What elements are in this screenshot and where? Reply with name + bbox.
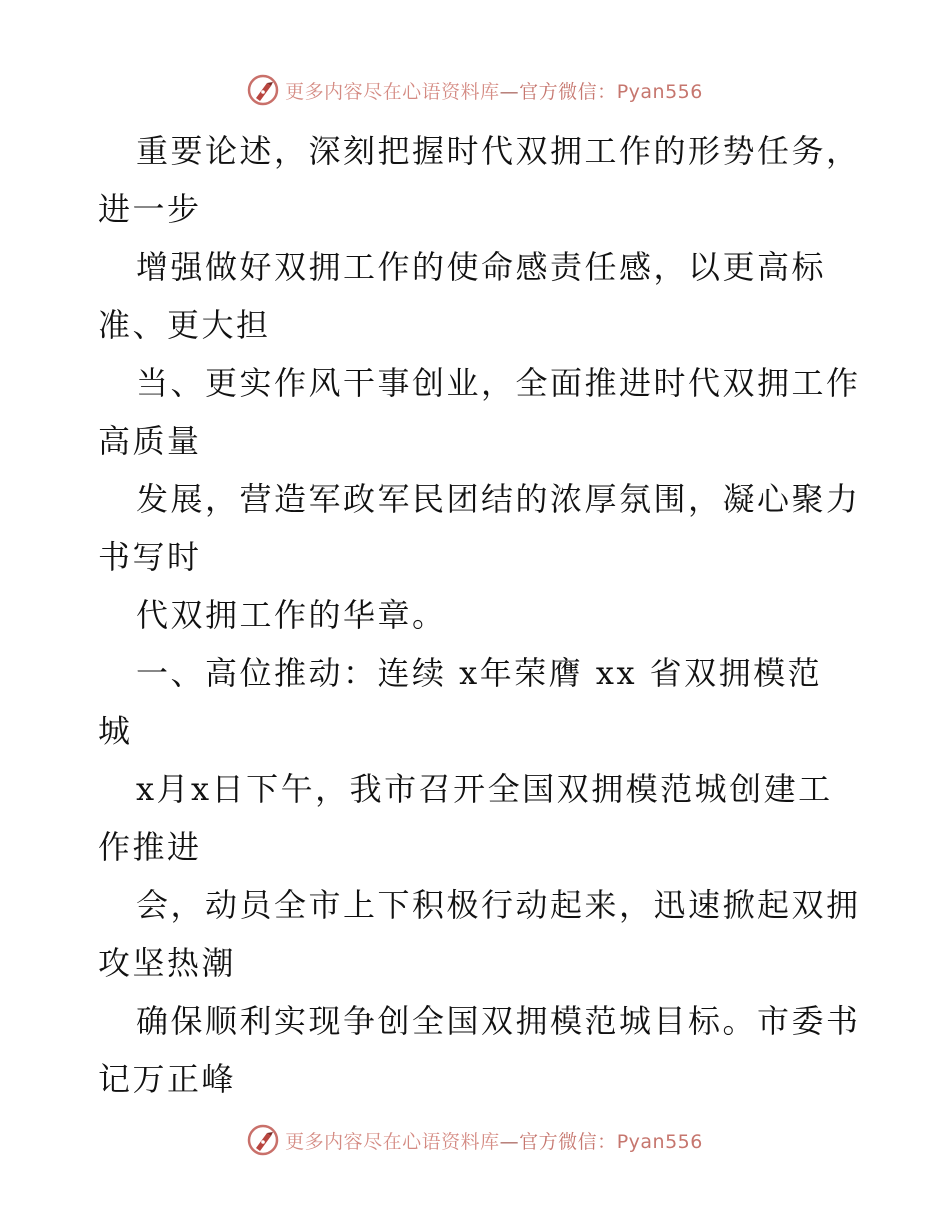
banner-wechat-id: Pyan556 (616, 80, 703, 103)
paragraph (98, 354, 861, 470)
banner-main-text: 更多内容尽在心语资料库 (285, 80, 500, 103)
paragraph-line-wrap: 攻坚热潮 (98, 944, 237, 982)
page-footer-banner (0, 1122, 950, 1158)
document-body (98, 122, 861, 1108)
paragraph (98, 876, 861, 992)
banner-dash: — (499, 1130, 520, 1153)
paragraph-line: 发展，营造军政军民团结的浓厚氛围，凝心聚力 (136, 480, 861, 518)
banner-wechat-id: Pyan556 (616, 1130, 703, 1153)
banner-main-text: 更多内容尽在心语资料库 (285, 1130, 500, 1153)
banner-dash: — (499, 80, 520, 103)
paragraph-line-wrap: 高质量 (98, 422, 202, 460)
paragraph-line-wrap: 书写时 (98, 538, 202, 576)
banner-wechat-label: 官方微信： (519, 1130, 617, 1153)
paragraph-line: 重要论述，深刻把握时代双拥工作的形势任务， (136, 132, 861, 170)
section-heading-line: 一、高位推动：连续 x年荣膺 xx 省双拥模范 (136, 654, 823, 692)
paragraph-line: 增强做好双拥工作的使命感责任感，以更高标 (136, 248, 827, 286)
page-header-banner (0, 72, 950, 108)
pen-nib-logo-icon (247, 1124, 279, 1156)
paragraph-line: 当、更实作风干事创业，全面推进时代双拥工作 (136, 364, 861, 402)
paragraph-line: 代双拥工作的华章。 (136, 596, 447, 634)
paragraph (98, 586, 858, 644)
paragraph-line-wrap: 作推进 (98, 828, 202, 866)
pen-nib-logo-icon (247, 74, 279, 106)
section-heading (98, 644, 858, 760)
paragraph-line-wrap: 准、更大担 (98, 306, 271, 344)
paragraph-line: 会，动员全市上下积极行动起来，迅速掀起双拥 (136, 886, 861, 924)
section-heading-wrap: 城 (98, 712, 133, 750)
paragraph-line-wrap: 进一步 (98, 190, 202, 228)
footer-banner-text (285, 1127, 703, 1154)
paragraph (98, 760, 858, 876)
paragraph-line-wrap: 记万正峰 (98, 1060, 237, 1098)
banner-wechat-label: 官方微信： (519, 80, 617, 103)
paragraph (98, 238, 858, 354)
paragraph-line: x月x日下午，我市召开全国双拥模范城创建工 (136, 770, 833, 808)
paragraph (98, 122, 861, 238)
paragraph (98, 992, 861, 1108)
paragraph (98, 470, 861, 586)
paragraph-line: 确保顺利实现争创全国双拥模范城目标。市委书 (136, 1002, 861, 1040)
header-banner-text (285, 77, 703, 104)
